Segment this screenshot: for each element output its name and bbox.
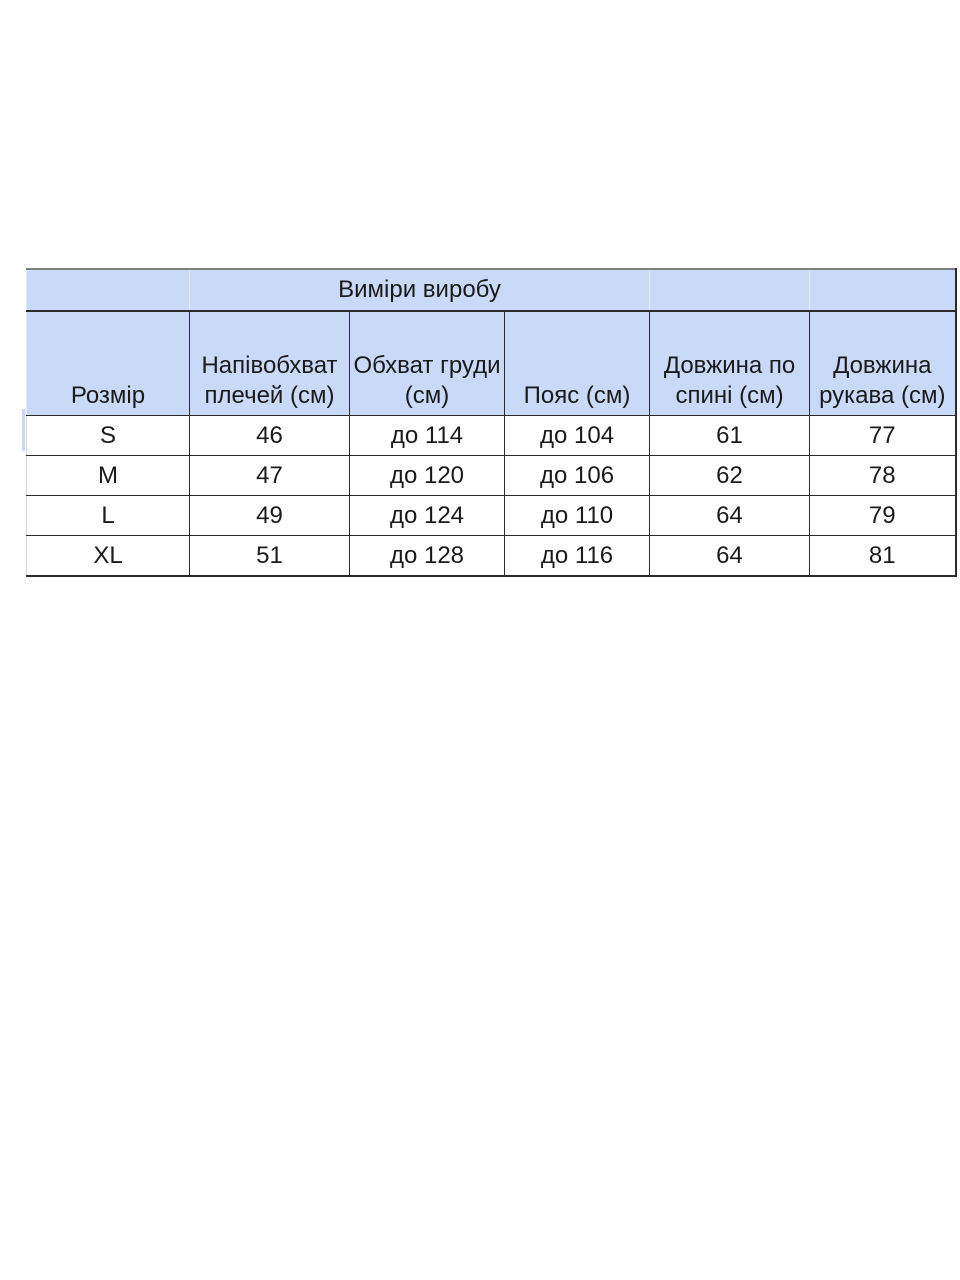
cell-waist: до 106 [505, 456, 650, 496]
size-chart [26, 268, 955, 577]
cell-back-length: 62 [650, 456, 810, 496]
cell-sleeve-length: 79 [810, 496, 956, 536]
table-row [27, 496, 956, 536]
cell-chest: до 120 [350, 456, 505, 496]
table-row [27, 416, 956, 456]
cell-shoulders: 47 [190, 456, 350, 496]
cell-back-length: 61 [650, 416, 810, 456]
row-selection-marker [22, 409, 25, 451]
cell-sleeve-length: 77 [810, 416, 956, 456]
cell-size: M [27, 456, 190, 496]
header-waist: Пояс (см) [505, 311, 650, 416]
cell-sleeve-length: 78 [810, 456, 956, 496]
header-chest: Обхват груди (см) [350, 311, 505, 416]
cell-waist: до 104 [505, 416, 650, 456]
title-row [27, 269, 956, 311]
header-back-length: Довжина по спині (см) [650, 311, 810, 416]
cell-shoulders: 46 [190, 416, 350, 456]
group-title: Виміри виробу [190, 269, 650, 311]
table-row [27, 536, 956, 577]
cell-shoulders: 49 [190, 496, 350, 536]
cell-chest: до 124 [350, 496, 505, 536]
cell-sleeve-length: 81 [810, 536, 956, 577]
cell-chest: до 128 [350, 536, 505, 577]
title-cell-empty [810, 269, 956, 311]
table-row [27, 456, 956, 496]
header-shoulders: Напівобхват плечей (см) [190, 311, 350, 416]
header-row [27, 311, 956, 416]
header-size: Розмір [27, 311, 190, 416]
cell-back-length: 64 [650, 536, 810, 577]
cell-shoulders: 51 [190, 536, 350, 577]
cell-size: XL [27, 536, 190, 577]
title-cell-empty [27, 269, 190, 311]
title-cell-empty [650, 269, 810, 311]
cell-size: L [27, 496, 190, 536]
cell-back-length: 64 [650, 496, 810, 536]
cell-waist: до 110 [505, 496, 650, 536]
cell-waist: до 116 [505, 536, 650, 577]
cell-chest: до 114 [350, 416, 505, 456]
header-sleeve-length: Довжина рукава (см) [810, 311, 956, 416]
size-table [26, 268, 957, 577]
cell-size: S [27, 416, 190, 456]
